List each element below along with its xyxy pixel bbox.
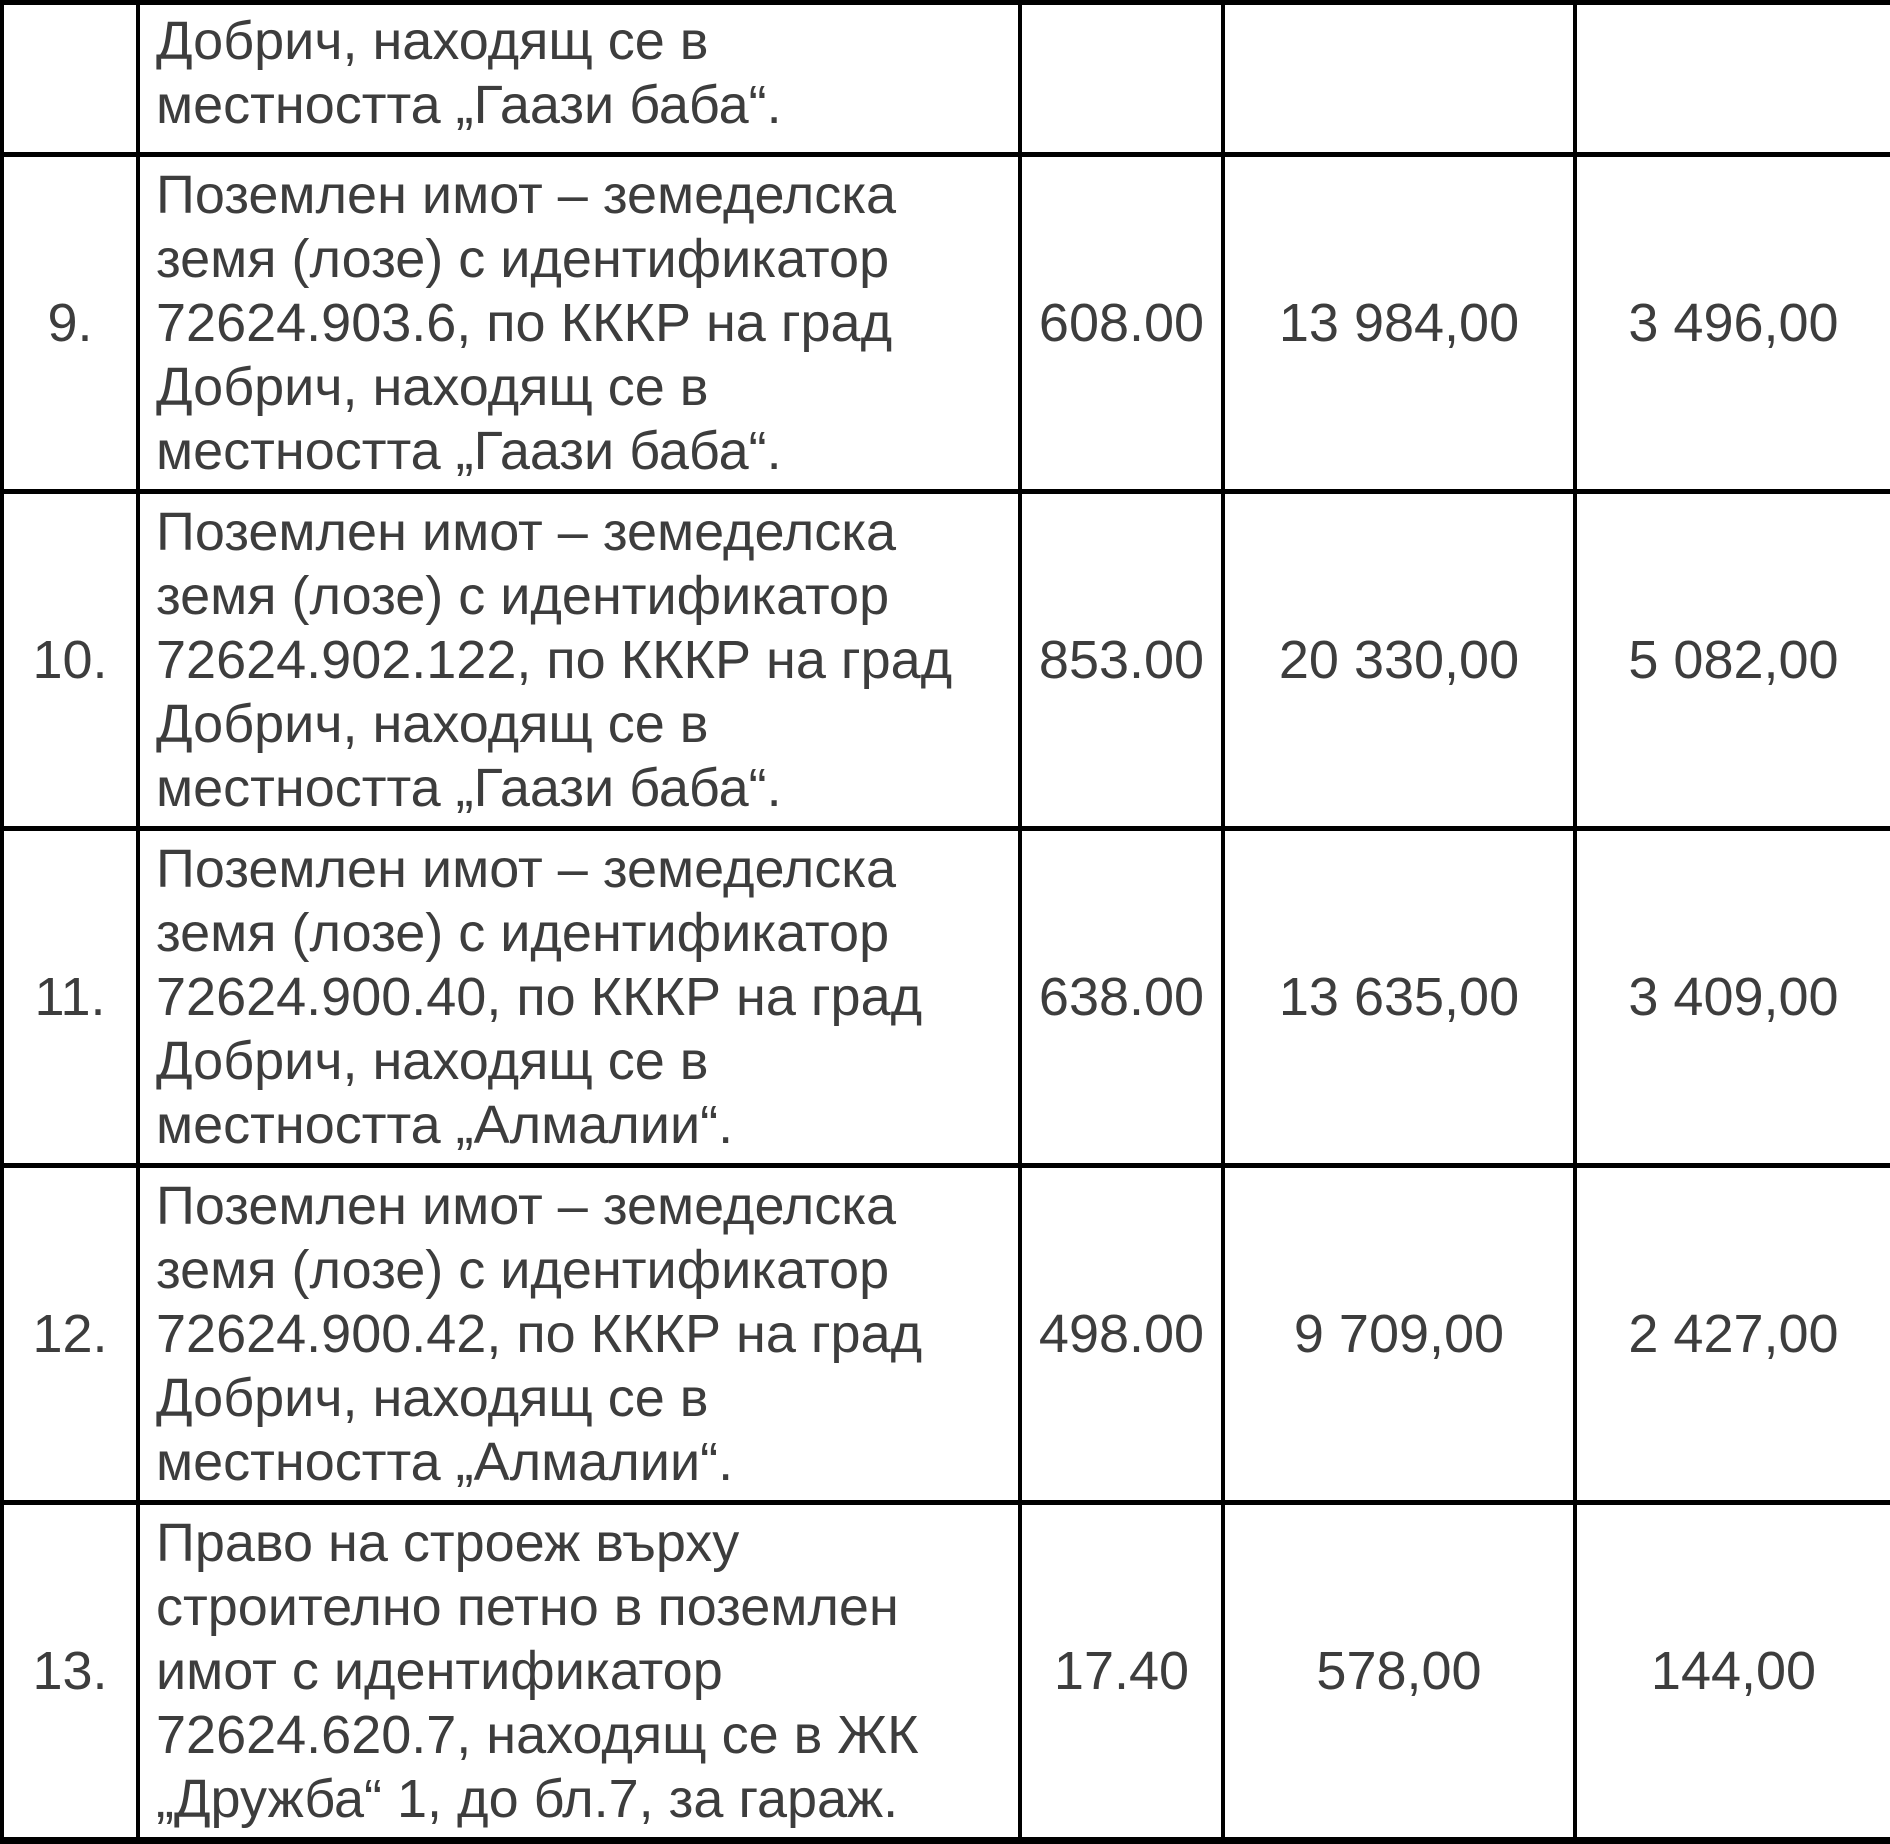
property-description-cell: Поземлен имот – земеделска земя (лозе) с идентификатор 72624.903.6, по КККР на град Добрич, находящ се в местността „Гаази баба“. — [138, 155, 1020, 492]
value-1-cell — [1223, 3, 1575, 155]
table-row — [2, 492, 1890, 829]
area-cell: 498.00 — [1020, 1166, 1223, 1503]
row-number-cell — [2, 3, 138, 155]
property-description-cell: Право на строеж върху строително петно в поземлен имот с идентификатор 72624.620.7, находящ се в ЖК „Дружба“ 1, до бл.7, за гараж. — [138, 1503, 1020, 1841]
value-2-cell: 144,00 — [1575, 1503, 1890, 1841]
value-1-cell: 578,00 — [1223, 1503, 1575, 1841]
row-number-cell: 10. — [2, 492, 138, 829]
value-1-cell: 13 635,00 — [1223, 829, 1575, 1166]
area-cell — [1020, 3, 1223, 155]
value-2-cell: 5 082,00 — [1575, 492, 1890, 829]
property-table-body — [2, 3, 1890, 1841]
area-cell: 853.00 — [1020, 492, 1223, 829]
row-number-cell: 13. — [2, 1503, 138, 1841]
property-description-cell: Добрич, находящ се в местността „Гаази баба“. — [138, 3, 1020, 155]
property-description-cell: Поземлен имот – земеделска земя (лозе) с идентификатор 72624.900.40, по КККР на град Добрич, находящ се в местността „Алмалии“. — [138, 829, 1020, 1166]
area-cell: 17.40 — [1020, 1503, 1223, 1841]
property-description-cell: Поземлен имот – земеделска земя (лозе) с идентификатор 72624.900.42, по КККР на град Добрич, находящ се в местността „Алмалии“. — [138, 1166, 1020, 1503]
row-number-cell: 11. — [2, 829, 138, 1166]
value-1-cell: 9 709,00 — [1223, 1166, 1575, 1503]
value-2-cell: 3 496,00 — [1575, 155, 1890, 492]
area-cell: 638.00 — [1020, 829, 1223, 1166]
area-cell: 608.00 — [1020, 155, 1223, 492]
value-2-cell: 2 427,00 — [1575, 1166, 1890, 1503]
value-2-cell: 3 409,00 — [1575, 829, 1890, 1166]
property-description-cell: Поземлен имот – земеделска земя (лозе) с идентификатор 72624.902.122, по КККР на град Добрич, находящ се в местността „Гаази баба“. — [138, 492, 1020, 829]
row-number-cell: 9. — [2, 155, 138, 492]
value-1-cell: 20 330,00 — [1223, 492, 1575, 829]
table-row — [2, 155, 1890, 492]
table-row — [2, 1503, 1890, 1841]
row-number-cell: 12. — [2, 1166, 138, 1503]
table-row — [2, 829, 1890, 1166]
value-1-cell: 13 984,00 — [1223, 155, 1575, 492]
table-row — [2, 3, 1890, 155]
value-2-cell — [1575, 3, 1890, 155]
table-row — [2, 1166, 1890, 1503]
